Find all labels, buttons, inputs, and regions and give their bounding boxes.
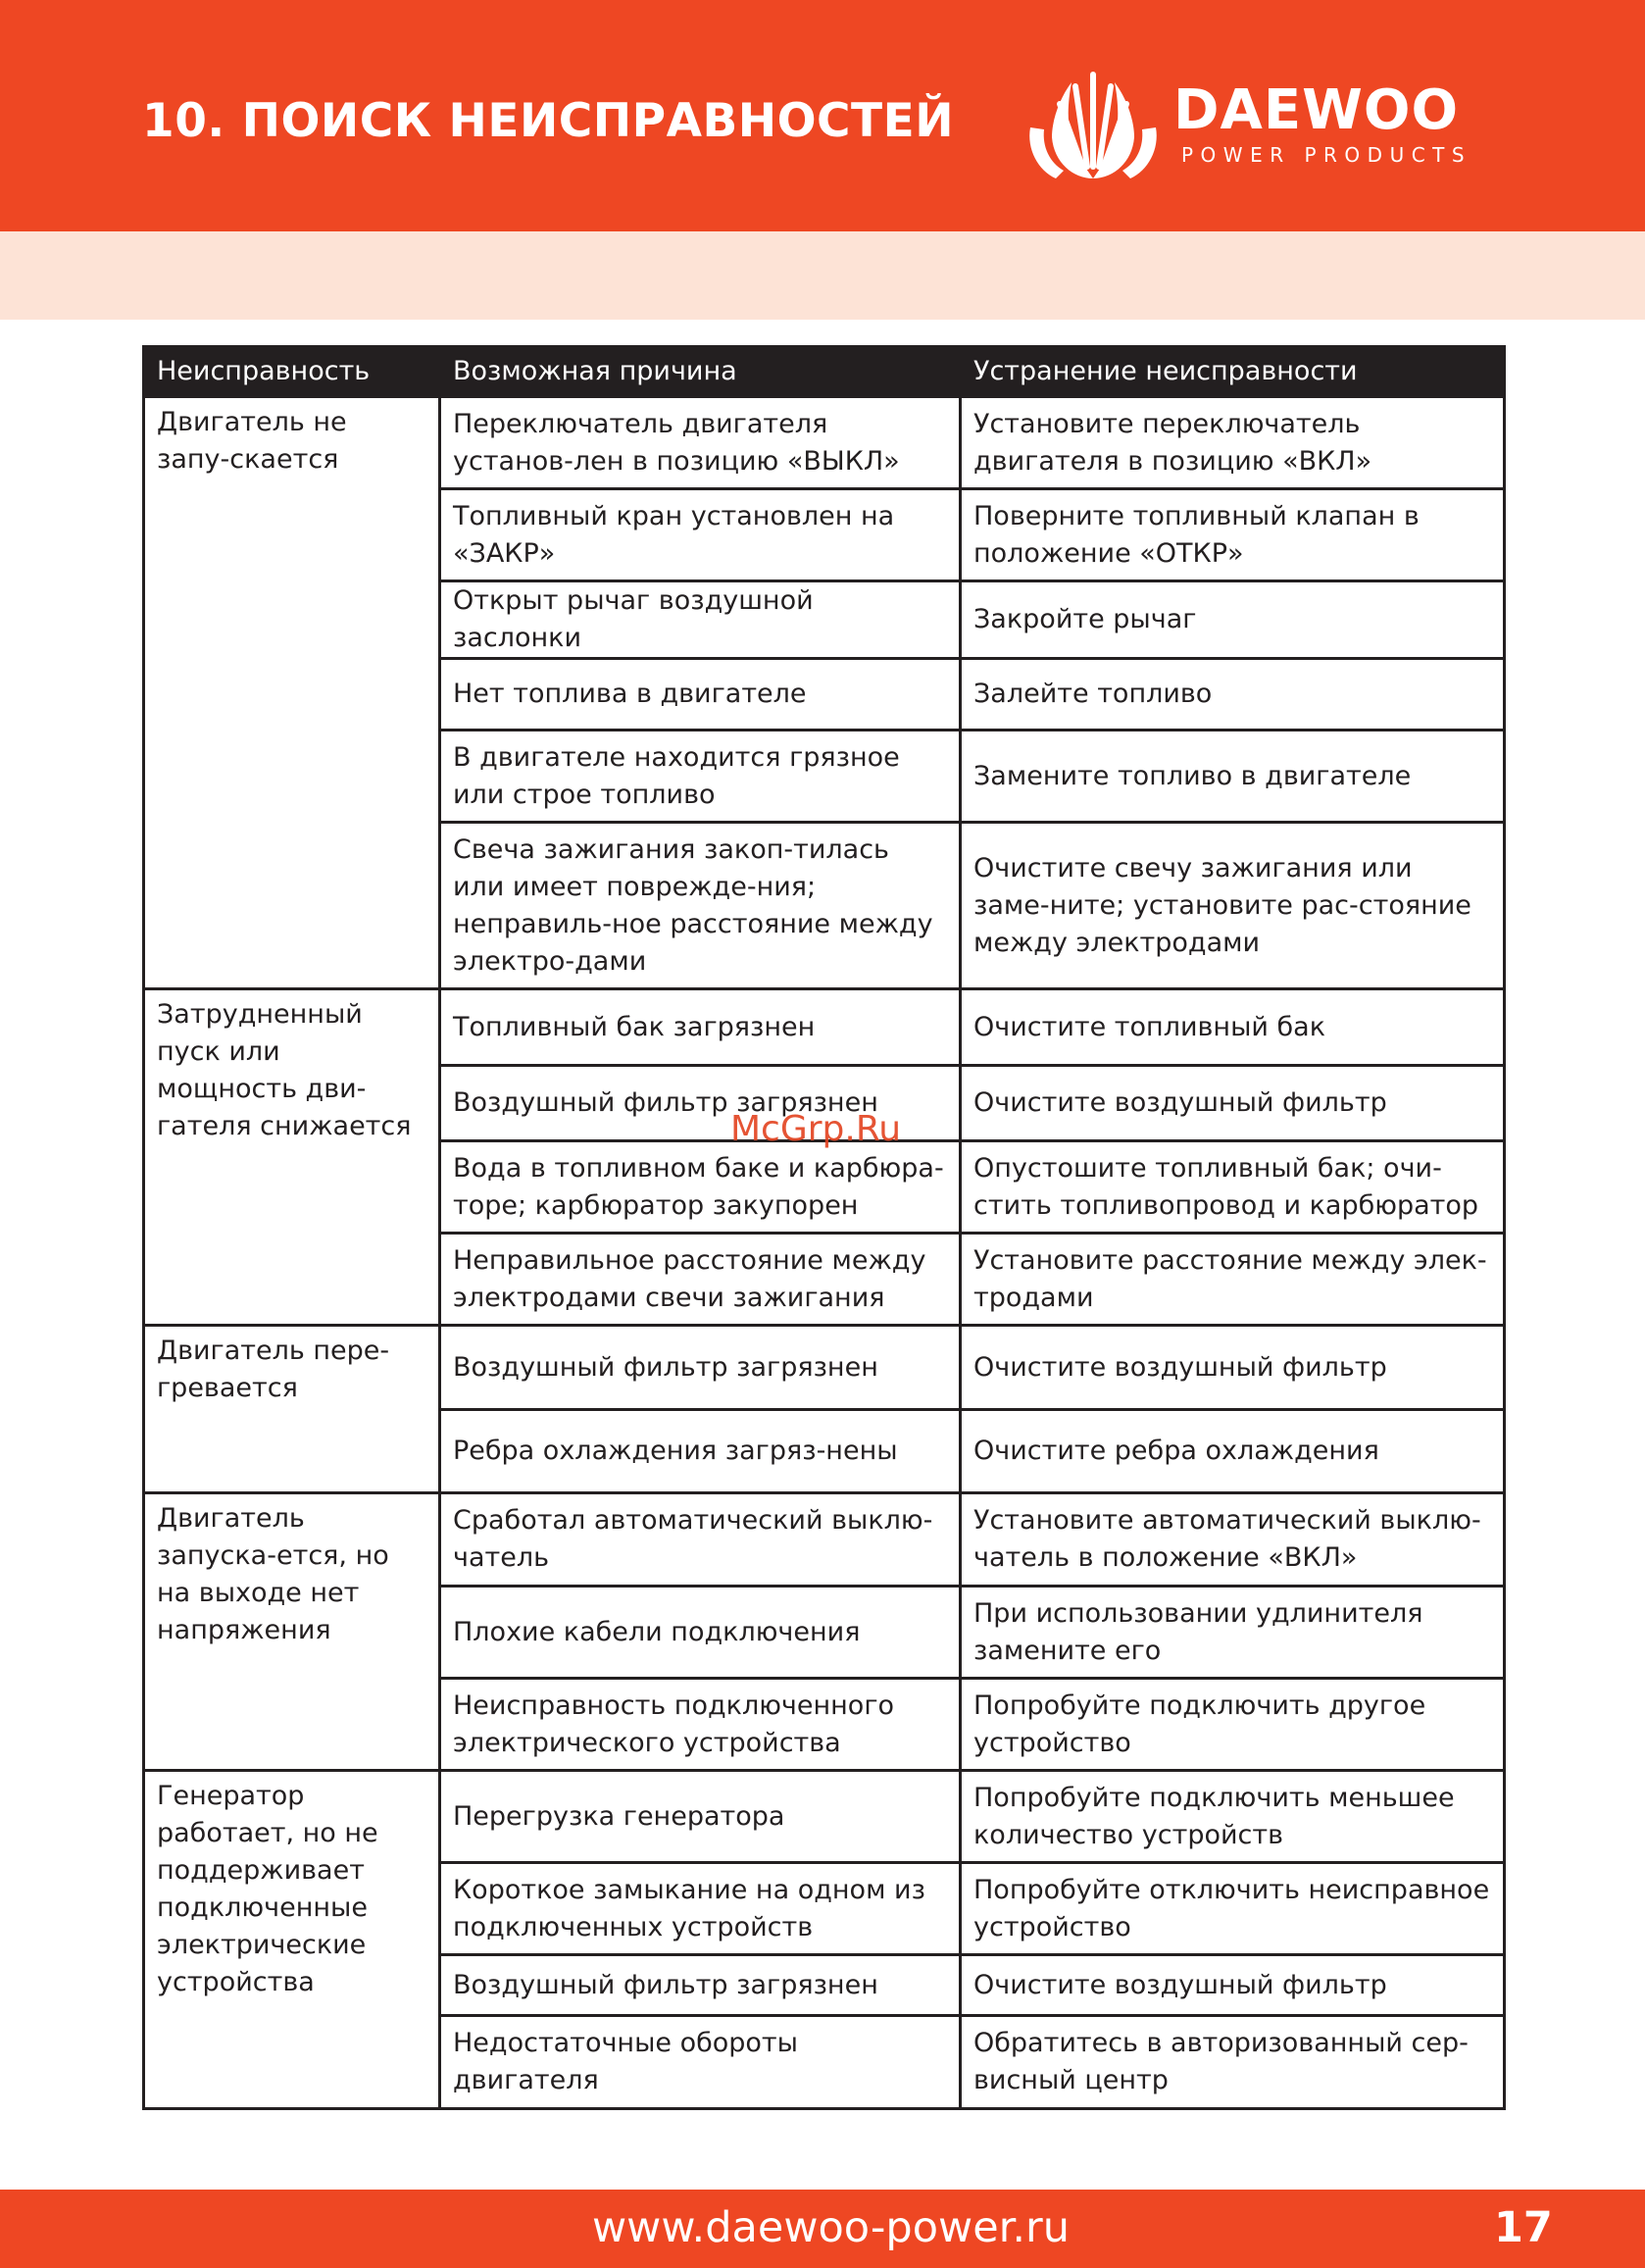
cause-cell: Переключатель двигателя установ-лен в позицию «ВЫКЛ» xyxy=(440,397,961,489)
fix-cell: Очистите свечу зажигания или заме-ните; установите рас-стояние между электродами xyxy=(961,823,1505,989)
page-footer xyxy=(0,2190,1645,2268)
table-row xyxy=(144,397,1505,489)
fix-cell: Обратитесь в авторизованный сер-висный центр xyxy=(961,2016,1505,2109)
cause-cell: Воздушный фильтр загрязнен xyxy=(440,1955,961,2016)
problem-cell: Двигатель не запу-скается xyxy=(144,397,440,989)
section-title: 10. ПОИСК НЕИСПРАВНОСТЕЙ xyxy=(142,94,955,148)
brand-subtitle: POWER PRODUCTS xyxy=(1181,143,1472,167)
page-header xyxy=(0,0,1645,231)
table-row xyxy=(144,1493,1505,1587)
problem-cell: Двигатель запуска-ется, но на выходе нет напряжения xyxy=(144,1493,440,1771)
fix-cell: Очистите воздушный фильтр xyxy=(961,1326,1505,1410)
cause-cell: Перегрузка генератора xyxy=(440,1771,961,1863)
cause-cell: Плохие кабели подключения xyxy=(440,1587,961,1679)
cause-cell: В двигателе находится грязное или строе топливо xyxy=(440,731,961,823)
table-row xyxy=(144,1771,1505,1863)
cause-cell: Нет топлива в двигателе xyxy=(440,659,961,731)
watermark: McGrp.Ru xyxy=(730,1109,902,1149)
cause-cell: Короткое замыкание на одном из подключенных устройств xyxy=(440,1863,961,1955)
table-row xyxy=(144,989,1505,1066)
cause-cell: Свеча зажигания закоп-тилась или имеет поврежде-ния; неправиль-ное расстояние между электро-дами xyxy=(440,823,961,989)
fix-cell: Установите автоматический выклю-чатель в положение «ВКЛ» xyxy=(961,1493,1505,1587)
cause-cell: Воздушный фильтр загрязнен xyxy=(440,1066,961,1141)
cause-cell: Сработал автоматический выклю-чатель xyxy=(440,1493,961,1587)
fix-cell: Попробуйте подключить другое устройство xyxy=(961,1679,1505,1771)
table-row xyxy=(144,1326,1505,1410)
cause-cell: Недостаточные обороты двигателя xyxy=(440,2016,961,2109)
cause-cell: Топливный бак загрязнен xyxy=(440,989,961,1066)
fix-cell: Опустошите топливный бак; очи-стить топливопровод и карбюратор xyxy=(961,1141,1505,1234)
fix-cell: Установите переключатель двигателя в позицию «ВКЛ» xyxy=(961,397,1505,489)
fix-cell: Закройте рычаг xyxy=(961,581,1505,659)
fix-cell: Очистите воздушный фильтр xyxy=(961,1955,1505,2016)
column-header: Возможная причина xyxy=(440,347,961,397)
fix-cell: Установите расстояние между элек-тродами xyxy=(961,1234,1505,1326)
problem-cell: Затрудненный пуск или мощность дви-гателя снижается xyxy=(144,989,440,1326)
problem-cell: Двигатель пере-гревается xyxy=(144,1326,440,1493)
table-header-row xyxy=(144,347,1505,397)
cause-cell: Неисправность подключенного электрического устройства xyxy=(440,1679,961,1771)
fix-cell: Попробуйте отключить неисправное устройство xyxy=(961,1863,1505,1955)
cause-cell: Ребра охлаждения загряз-нены xyxy=(440,1410,961,1493)
cause-cell: Открыт рычаг воздушной заслонки xyxy=(440,581,961,659)
fix-cell: При использовании удлинителя замените его xyxy=(961,1587,1505,1679)
cause-cell: Вода в топливном баке и карбюра-торе; карбюратор закупорен xyxy=(440,1141,961,1234)
fix-cell: Очистите воздушный фильтр xyxy=(961,1066,1505,1141)
brand-name: DAEWOO xyxy=(1173,78,1460,142)
fix-cell: Очистите ребра охлаждения xyxy=(961,1410,1505,1493)
cause-cell: Воздушный фильтр загрязнен xyxy=(440,1326,961,1410)
page-number: 17 xyxy=(1494,2203,1553,2252)
cause-cell: Неправильное расстояние между электродами свечи зажигания xyxy=(440,1234,961,1326)
problem-cell: Генератор работает, но не поддерживает подключенные электрические устройства xyxy=(144,1771,440,2109)
fix-cell: Залейте топливо xyxy=(961,659,1505,731)
website-link[interactable]: www.daewoo-power.ru xyxy=(592,2203,1070,2252)
fix-cell: Поверните топливный клапан в положение «ОТКР» xyxy=(961,489,1505,581)
column-header: Неисправность xyxy=(144,347,440,397)
daewoo-shell-icon xyxy=(1024,69,1162,186)
column-header: Устранение неисправности xyxy=(961,347,1505,397)
fix-cell: Замените топливо в двигателе xyxy=(961,731,1505,823)
cause-cell: Топливный кран установлен на «ЗАКР» xyxy=(440,489,961,581)
fix-cell: Попробуйте подключить меньшее количество устройств xyxy=(961,1771,1505,1863)
daewoo-logo xyxy=(1024,69,1505,186)
header-band xyxy=(0,231,1645,320)
fix-cell: Очистите топливный бак xyxy=(961,989,1505,1066)
troubleshooting-table xyxy=(142,345,1506,2110)
